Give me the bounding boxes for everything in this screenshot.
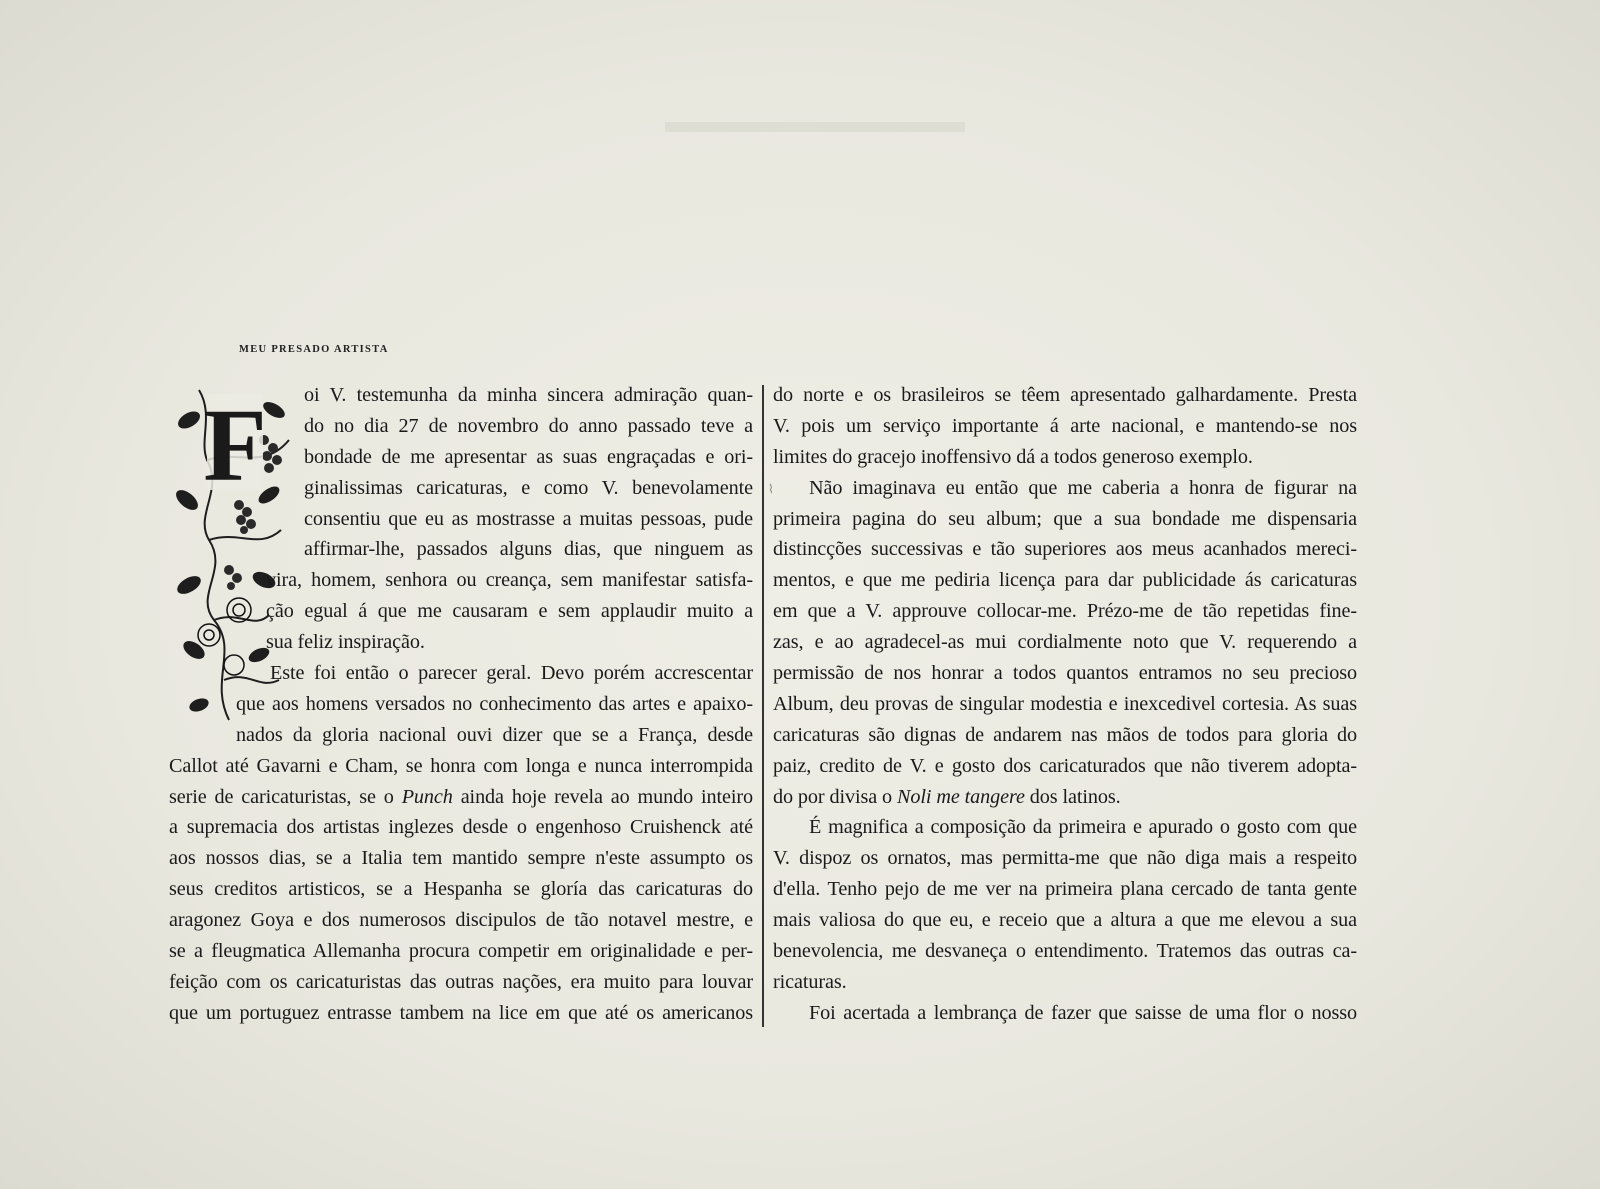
text-line: vira, homem, senhora ou creança, sem manifestar satisfa- bbox=[266, 569, 753, 592]
right-column bbox=[773, 380, 1357, 1029]
italic-title: Noli me tangere bbox=[897, 785, 1025, 808]
text-line: do no dia 27 de novembro do anno passado teve a bbox=[304, 414, 753, 437]
show-through-heading bbox=[665, 122, 965, 132]
text-line: Foi acertada a lembrança de fazer que saisse de uma flor o nosso bbox=[809, 1001, 1357, 1024]
text-line: nados da gloria nacional ouvi dizer que se a França, desde bbox=[236, 723, 753, 746]
text-line: seus creditos artisticos, se a Hespanha se gloría das caricaturas do bbox=[169, 878, 753, 901]
text-line: primeira pagina do seu album; que a sua bondade me dispensaria bbox=[773, 507, 1357, 530]
dropcap-letter: F bbox=[203, 388, 267, 503]
text-line: distincções successivas e tão superiores aos meus acanhados mereci- bbox=[773, 538, 1357, 561]
text-segment: dos latinos. bbox=[1024, 785, 1121, 808]
text-line: em que a V. approuve collocar-me. Prézo-me de tão repetidas fine- bbox=[773, 600, 1357, 623]
text-line: que um portuguez entrasse tambem na lice em que até os americanos bbox=[169, 1001, 753, 1024]
text-line: mais valiosa do que eu, e receio que a altura a que me elevou a sua bbox=[773, 909, 1357, 932]
column-divider bbox=[762, 385, 764, 1027]
text-line bbox=[773, 782, 1357, 813]
text-line: Album, deu provas de singular modestia e inexcedivel cortesia. As suas bbox=[773, 692, 1357, 715]
text-line: benevolencia, me desvaneça o entendimento. Tratemos das outras ca- bbox=[773, 940, 1357, 963]
text-line: zas, e ao agradecel-as mui cordialmente noto que V. requerendo a bbox=[773, 631, 1357, 654]
left-column bbox=[169, 380, 753, 1029]
text-line: paiz, credito de V. e gosto dos caricaturados que não tiverem adopta- bbox=[773, 754, 1357, 777]
text-line: caricaturas são dignas de andarem nas mãos de todos para gloria do bbox=[773, 723, 1357, 746]
text-segment: do por divisa o bbox=[773, 785, 898, 808]
text-line: ricaturas. bbox=[773, 970, 847, 993]
pencil-mark: ⌇ bbox=[768, 482, 774, 496]
text-line: É magnifica a composição da primeira e apurado o gosto com que bbox=[809, 816, 1357, 839]
text-line: V. dispoz os ornatos, mas permitta-me que não diga mais a respeito bbox=[773, 847, 1357, 870]
text-line: do norte e os brasileiros se têem apresentado galhardamente. Presta bbox=[773, 384, 1357, 406]
text-line: Callot até Gavarni e Cham, se honra com longa e nunca interrompida bbox=[169, 754, 753, 777]
text-line: V. pois um serviço importante á arte nacional, e mantendo-se nos bbox=[773, 414, 1357, 437]
text-line: aos nossos dias, se a Italia tem mantido sempre n'este assumpto os bbox=[169, 847, 753, 870]
text-line: oi V. testemunha da minha sincera admiração quan- bbox=[304, 384, 753, 406]
text-line: ção egual á que me causaram e sem applaudir muito a bbox=[266, 600, 753, 623]
text-line: mentos, e que me pediria licença para dar publicidade ás caricaturas bbox=[773, 569, 1357, 592]
text-line: ginalissimas caricaturas, e como V. benevolamente bbox=[304, 476, 753, 499]
letter-heading: MEU PRESADO ARTISTA bbox=[239, 344, 389, 355]
text-line: sua feliz inspiração. bbox=[266, 631, 425, 654]
text-line: permissão de nos honrar a todos quantos entramos no seu precioso bbox=[773, 662, 1357, 685]
text-line: affirmar-lhe, passados alguns dias, que ninguem as bbox=[304, 538, 753, 561]
text-line: Não imaginava eu então que me caberia a honra de figurar na bbox=[809, 476, 1357, 499]
text-line: que aos homens versados no conhecimento das artes e apaixo- bbox=[236, 692, 753, 715]
text-line: Este foi então o parecer geral. Devo porém accrescentar bbox=[270, 662, 753, 685]
text-line bbox=[169, 782, 753, 813]
text-segment: ainda hoje revela ao mundo inteiro bbox=[452, 785, 753, 808]
text-line: consentiu que eu as mostrasse a muitas pessoas, pude bbox=[304, 507, 753, 530]
text-line: se a fleugmatica Allemanha procura competir em originalidade e per- bbox=[169, 940, 753, 963]
text-line: bondade de me apresentar as suas engraçadas e ori- bbox=[304, 445, 753, 468]
text-line: limites do gracejo inoffensivo dá a todos generoso exemplo. bbox=[773, 445, 1253, 468]
text-line: d'ella. Tenho pejo de me ver na primeira plana cercado de tanta gente bbox=[773, 878, 1357, 901]
text-line: feição com os caricaturistas das outras nações, era muito para louvar bbox=[169, 970, 753, 993]
text-line: a supremacia dos artistas inglezes desde o engenhoso Cruishenck até bbox=[169, 816, 753, 839]
text-segment: serie de caricaturistas, se o bbox=[169, 785, 402, 808]
italic-title: Punch bbox=[401, 785, 453, 808]
text-line: aragonez Goya e dos numerosos discipulos de tão notavel mestre, e bbox=[169, 909, 753, 932]
